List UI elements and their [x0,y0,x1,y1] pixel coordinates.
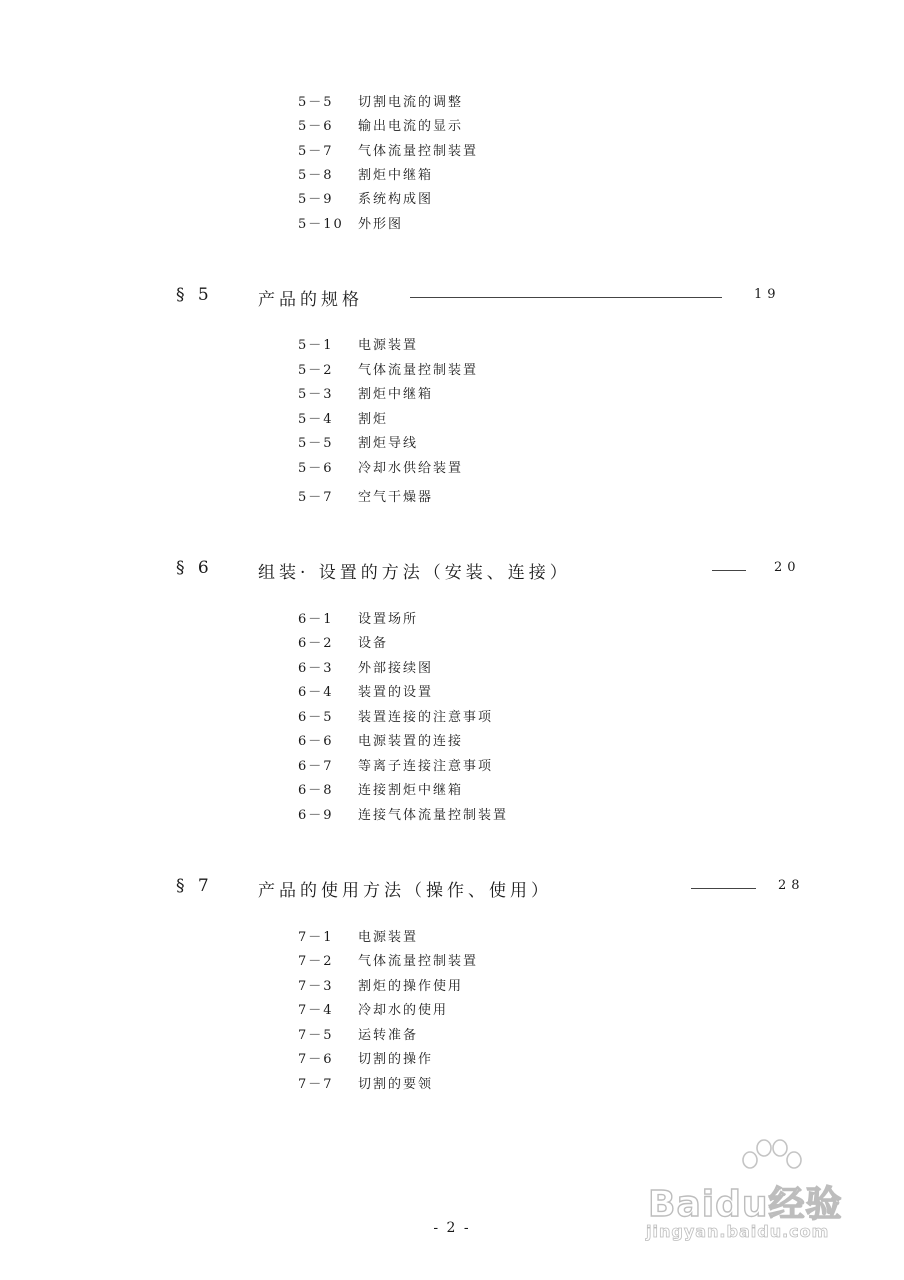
toc-entry-title: 割炬中继箱 [358,168,434,183]
toc-entry-number: 6－5 [298,710,334,725]
toc-entry-title: 切割的操作 [358,1052,434,1067]
section-title: 产品的使用方法（操作、使用） [258,881,552,901]
toc-entry-title: 连接气体流量控制装置 [358,808,509,823]
toc-entry-number: 7－1 [298,930,334,945]
toc-entry-number: 7－2 [298,954,334,969]
toc-entry-number: 7－4 [298,1003,334,1018]
toc-entry-title: 冷却水的使用 [358,1003,449,1018]
toc-entry-number: 5－6 [298,461,334,476]
toc-entry-title: 切割的要领 [358,1077,434,1092]
toc-entry-number: 6－3 [298,661,334,676]
toc-entry-number: 5－7 [298,490,334,505]
toc-entry-title: 割炬的操作使用 [358,979,464,994]
watermark-logo: Baidu经验 [648,1184,843,1225]
section-title: 产品的规格 [258,290,363,310]
toc-entry-number: 7－5 [298,1028,334,1043]
section-mark: § 5 [176,285,213,305]
toc-entry-number: 6－1 [298,612,334,627]
toc-entry-title: 切割电流的调整 [358,95,464,110]
section-page-number: 20 [774,560,801,575]
toc-entry-number: 5－9 [298,192,334,207]
toc-entry-number: 5－5 [298,436,334,451]
toc-entry-number: 6－9 [298,808,334,823]
toc-entry-number: 5－6 [298,119,334,134]
section-heading-7 [176,876,816,902]
toc-entry-title: 电源装置 [358,338,419,353]
toc-entry-number: 7－6 [298,1052,334,1067]
page-number: - 2 - [433,1220,471,1236]
dotted-leader [410,297,722,298]
toc-entry-number: 6－2 [298,636,334,651]
toc-entry-title: 装置连接的注意事项 [358,710,494,725]
toc-entry-title: 连接割炬中继箱 [358,783,464,798]
dotted-leader [712,570,746,571]
toc-entry-title: 气体流量控制装置 [358,144,479,159]
toc-entry-number: 5－5 [298,95,334,110]
toc-entry-title: 气体流量控制装置 [358,954,479,969]
section-page-number: 28 [778,878,805,893]
toc-entry-number: 6－6 [298,734,334,749]
toc-entry-number: 5－3 [298,387,334,402]
toc-entry-title: 等离子连接注意事项 [358,759,494,774]
toc-entry-number: 6－4 [298,685,334,700]
toc-entry-number: 6－7 [298,759,334,774]
toc-entry-title: 装置的设置 [358,685,434,700]
toc-entry-title: 系统构成图 [358,192,434,207]
toc-entry-title: 空气干燥器 [358,490,434,505]
toc-entry-number: 7－7 [298,1077,334,1092]
toc-entry-title: 气体流量控制装置 [358,363,479,378]
toc-entry-title: 电源装置 [358,930,419,945]
toc-entry-title: 电源装置的连接 [358,734,464,749]
watermark-url: jingyan.baidu.com [646,1222,830,1241]
section-page-number: 19 [754,287,781,302]
section-title: 组装· 设置的方法（安装、连接） [258,563,571,583]
toc-entry-number: 5－2 [298,363,334,378]
toc-entry-title: 割炬 [358,412,389,427]
dotted-leader [691,888,756,889]
toc-entry-title: 外部接续图 [358,661,434,676]
toc-entry-title: 冷却水供给装置 [358,461,464,476]
toc-entry-title: 割炬中继箱 [358,387,434,402]
toc-entry-number: 5－8 [298,168,334,183]
toc-entry-number: 7－3 [298,979,334,994]
toc-entry-title: 运转准备 [358,1028,419,1043]
section-heading-5 [176,285,781,311]
toc-entry-number: 5－4 [298,412,334,427]
section-heading-6 [176,558,816,584]
section-mark: § 7 [176,876,213,896]
toc-entry-title: 输出电流的显示 [358,119,464,134]
toc-entry-title: 割炬导线 [358,436,419,451]
toc-entry-title: 外形图 [358,217,404,232]
section-mark: § 6 [176,558,213,578]
paw-icon [736,1138,806,1178]
toc-entry-number: 5－10 [298,217,344,232]
toc-entry-title: 设置场所 [358,612,419,627]
toc-entry-number: 5－7 [298,144,334,159]
toc-entry-number: 5－1 [298,338,334,353]
toc-entry-number: 6－8 [298,783,334,798]
toc-entry-title: 设备 [358,636,389,651]
